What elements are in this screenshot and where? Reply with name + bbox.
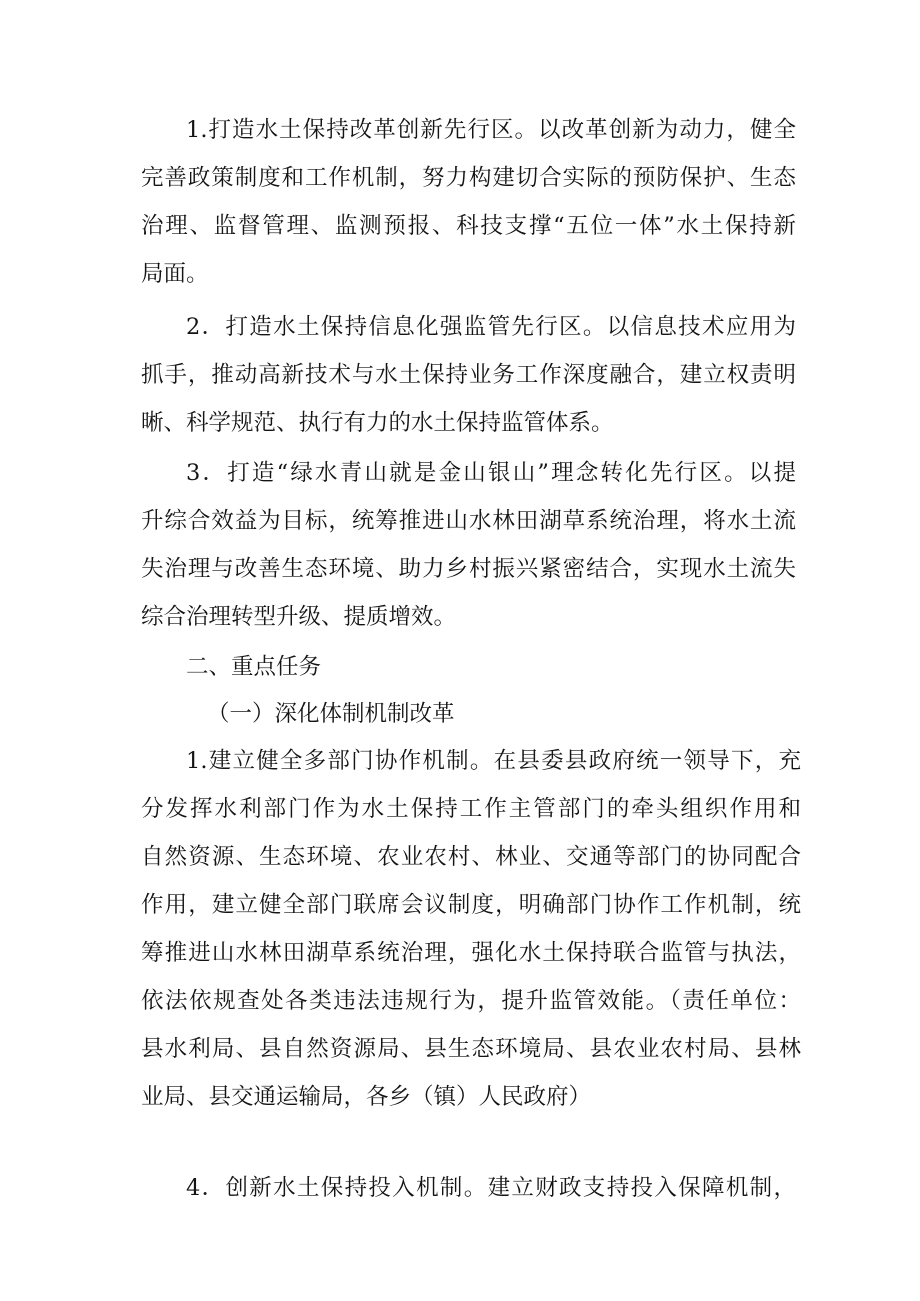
text-line: 分发挥水利部门作为水土保持工作主管部门的牵头组织作用和 — [141, 796, 801, 822]
text-line: 1.建立健全多部门协作机制。在县委县政府统一领导下，充 — [186, 748, 801, 774]
heading-text: （一）深化体制机制改革 — [207, 701, 455, 727]
paragraph-green-mountains-zone — [141, 449, 796, 641]
text-line: 失治理与改善生态环境、助力乡村振兴紧密结合，实现水土流失 — [141, 556, 796, 582]
text-line: 作用，建立健全部门联席会议制度，明确部门协作工作机制，统 — [141, 892, 801, 918]
heading-text: 二、重点任务 — [186, 654, 322, 680]
text-line: 晰、科学规范、执行有力的水土保持监管体系。 — [141, 410, 614, 436]
paragraph-cooperation-mechanism — [141, 737, 801, 1121]
paragraph-informatization-zone — [141, 303, 796, 447]
paragraph-soil-reform-zone — [141, 106, 796, 298]
paragraph-investment-mechanism — [141, 1164, 796, 1212]
text-line: 3．打造“绿水青山就是金山银山”理念转化先行区。以提 — [186, 460, 796, 486]
text-line: 局面。 — [141, 261, 209, 287]
text-line: 升综合效益为目标，统筹推进山水林田湖草系统治理，将水土流 — [141, 508, 796, 534]
text-line: 2．打造水土保持信息化强监管先行区。以信息技术应用为 — [186, 314, 796, 340]
text-line: 自然资源、生态环境、农业农村、林业、交通等部门的协同配合 — [141, 844, 801, 870]
text-line: 1.打造水土保持改革创新先行区。以改革创新为动力，健全 — [186, 117, 796, 143]
section-heading-key-tasks — [186, 643, 586, 691]
text-line: 筹推进山水林田湖草系统治理，强化水土保持联合监管与执法， — [141, 940, 801, 966]
text-line: 综合治理转型升级、提质增效。 — [141, 604, 457, 630]
text-line: 抓手，推动高新技术与水土保持业务工作深度融合，建立权责明 — [141, 362, 796, 388]
text-line: 县水利局、县自然资源局、县生态环境局、县农业农村局、县林 — [141, 1036, 801, 1062]
text-line: 业局、县交通运输局，各乡（镇）人民政府） — [141, 1084, 592, 1110]
text-line: 治理、监督管理、监测预报、科技支撑“五位一体”水土保持新 — [141, 213, 796, 239]
text-line: 完善政策制度和工作机制，努力构建切合实际的预防保护、生态 — [141, 165, 796, 191]
subsection-heading-reform — [207, 690, 607, 738]
text-line: 4．创新水土保持投入机制。建立财政支持投入保障机制， — [186, 1175, 796, 1201]
text-line: 依法依规查处各类违法违规行为，提升监管效能。（责任单位： — [141, 988, 801, 1014]
